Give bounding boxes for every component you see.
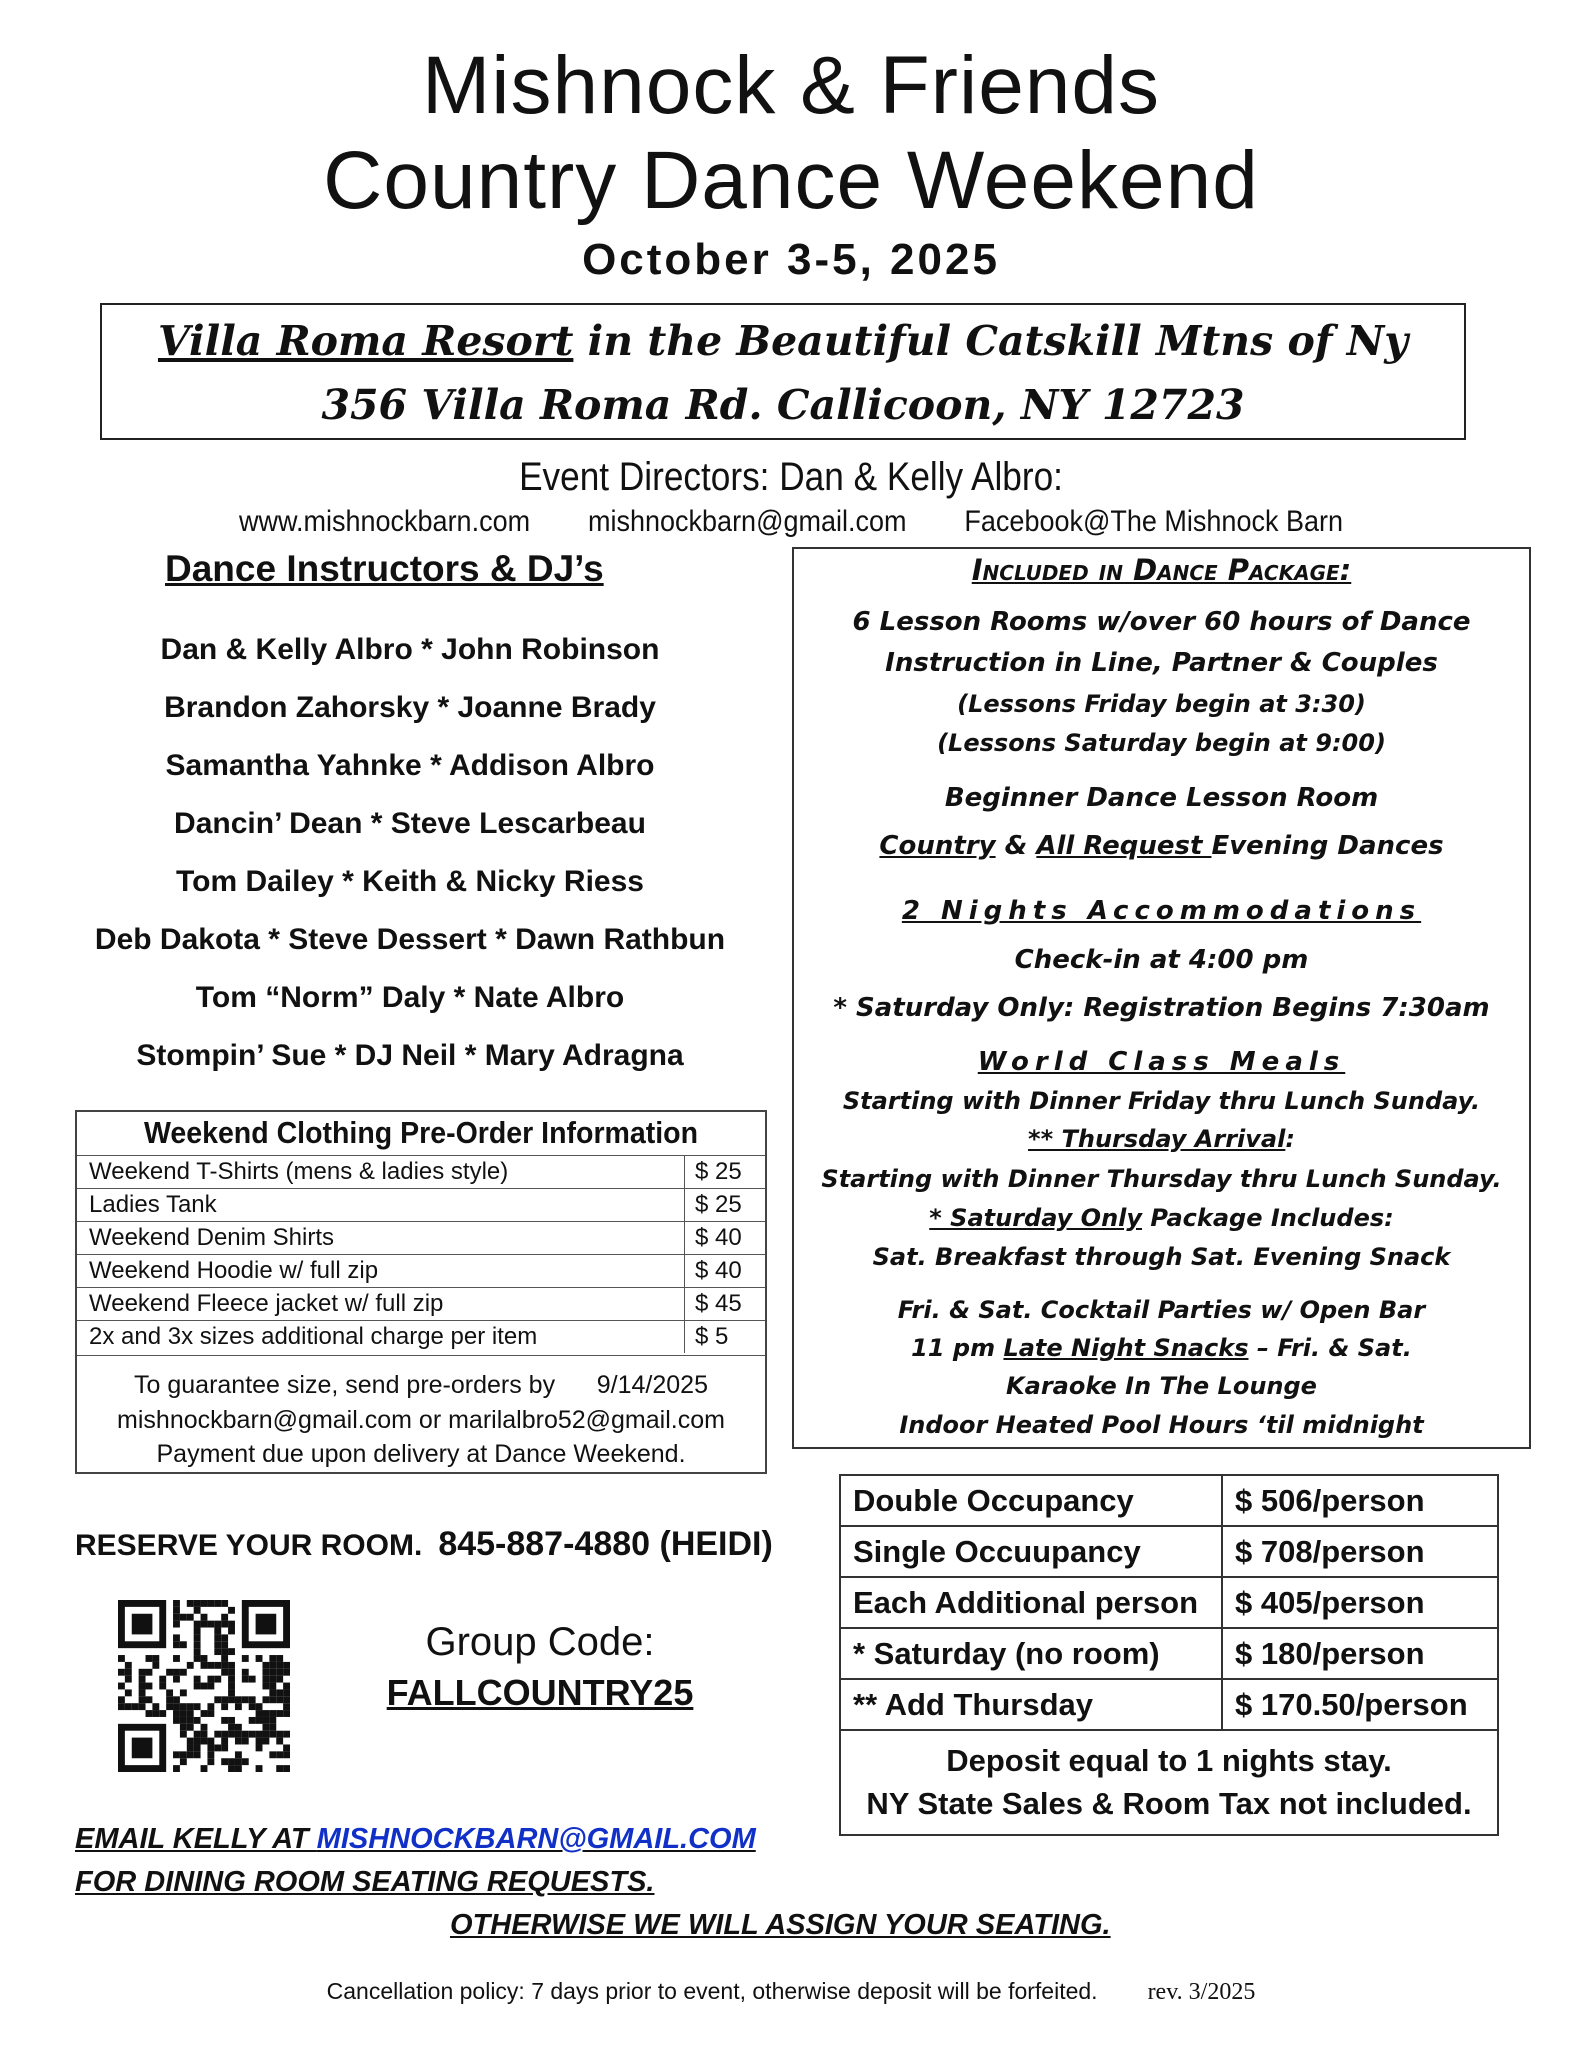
contact-line — [79, 505, 1503, 539]
contact-email[interactable]: mishnockbarn@gmail.com — [587, 505, 907, 538]
saturday-lessons: (Lessons Saturday begin at 9:00) — [937, 729, 1386, 757]
resort-description: in the Beautiful Catskill Mtns of Ny — [573, 317, 1409, 365]
item-name: Weekend Hoodie w/ full zip — [77, 1255, 685, 1288]
payment-note: Payment due upon delivery at Dance Weekend. — [156, 1440, 686, 1468]
saturday-registration: * Saturday Only: Registration Begins 7:30am — [833, 993, 1490, 1023]
price-value: $ 170.50/person — [1222, 1679, 1498, 1730]
instructor-line: Deb Dakota * Steve Dessert * Dawn Rathbun — [94, 923, 726, 956]
thursday-label: ** Thursday Arrival — [1028, 1125, 1286, 1153]
table-row — [77, 1255, 765, 1288]
saturday-package — [792, 1204, 1531, 1232]
clothing-table — [77, 1155, 765, 1353]
price-label: Single Occuupancy — [840, 1526, 1222, 1577]
lesson-rooms-line-2: Instruction in Line, Partner & Couples — [885, 648, 1438, 678]
group-code-label: Group Code: — [425, 1620, 655, 1664]
thursday-colon: : — [1285, 1125, 1295, 1153]
price-value: $ 506/person — [1222, 1475, 1498, 1526]
seating-email-line — [75, 1823, 756, 1856]
facebook-link[interactable]: Facebook@The Mishnock Barn — [964, 505, 1344, 538]
accommodations: 2 Nights Accommodations — [901, 896, 1422, 926]
item-price: $ 45 — [685, 1288, 766, 1321]
reserve-room — [75, 1525, 773, 1564]
resort-name: Villa Roma Resort — [157, 317, 574, 365]
table-row — [840, 1475, 1498, 1526]
item-name: Weekend T-Shirts (mens & ladies style) — [77, 1156, 685, 1189]
group-code-value: FALLCOUNTRY25 — [386, 1672, 694, 1713]
price-value: $ 405/person — [1222, 1577, 1498, 1628]
karaoke: Karaoke In The Lounge — [1006, 1372, 1317, 1400]
table-row — [77, 1321, 765, 1354]
price-label: Double Occupancy — [840, 1475, 1222, 1526]
thursday-arrival — [792, 1125, 1531, 1153]
price-value: $ 180/person — [1222, 1628, 1498, 1679]
table-row — [840, 1628, 1498, 1679]
table-row — [77, 1222, 765, 1255]
cocktail-parties: Fri. & Sat. Cocktail Parties w/ Open Bar — [897, 1296, 1426, 1324]
venue-box — [100, 303, 1466, 440]
seating-request-line: FOR DINING ROOM SEATING REQUESTS. — [75, 1866, 655, 1898]
deposit-text: Deposit equal to 1 nights stay. — [946, 1743, 1392, 1778]
clothing-title: Weekend Clothing Pre-Order Information — [143, 1115, 699, 1150]
saturday-only-label: * Saturday Only — [929, 1204, 1143, 1232]
reserve-label: RESERVE YOUR ROOM. — [75, 1529, 423, 1562]
item-price: $ 25 — [685, 1189, 766, 1222]
title-line-2: Country Dance Weekend — [323, 135, 1259, 226]
item-price: $ 5 — [685, 1321, 766, 1354]
price-label: * Saturday (no room) — [840, 1628, 1222, 1679]
item-name: 2x and 3x sizes additional charge per item — [77, 1321, 685, 1354]
instructor-line: Stompin’ Sue * DJ Neil * Mary Adragna — [136, 1039, 684, 1072]
venue-address: 356 Villa Roma Rd. Callicoon, NY 12723 — [321, 381, 1245, 429]
deposit-note — [840, 1730, 1498, 1835]
revision: rev. 3/2025 — [1147, 1979, 1256, 2005]
reserve-phone[interactable]: 845-887-4880 (HEIDI) — [438, 1525, 773, 1563]
event-directors: Event Directors: Dan & Kelly Albro: — [519, 455, 1063, 499]
instructor-line: Dancin’ Dean * Steve Lescarbeau — [174, 807, 646, 840]
instructor-line: Dan & Kelly Albro * John Robinson — [160, 633, 660, 666]
table-row — [840, 1730, 1498, 1835]
thursday-description: Starting with Dinner Thursday thru Lunch Sunday. — [821, 1165, 1502, 1193]
late-night-snacks — [792, 1334, 1531, 1362]
tax-text: NY State Sales & Room Tax not included. — [866, 1786, 1472, 1822]
instructor-line: Tom “Norm” Daly * Nate Albro — [195, 981, 625, 1014]
cancellation-policy — [0, 1978, 1582, 2006]
price-label: ** Add Thursday — [840, 1679, 1222, 1730]
snacks-label: Late Night Snacks — [1003, 1334, 1249, 1362]
all-request-label: All Request — [1036, 831, 1212, 861]
price-label: Each Additional person — [840, 1577, 1222, 1628]
country-label: Country — [879, 831, 996, 861]
preorder-emails: mishnockbarn@gmail.com or marilalbro52@gmail.com — [117, 1406, 725, 1434]
qr-code-icon[interactable] — [118, 1600, 290, 1772]
email-prefix: EMAIL KELLY AT — [75, 1823, 317, 1855]
item-price: $ 25 — [685, 1156, 766, 1189]
lesson-rooms-line-1: 6 Lesson Rooms w/over 60 hours of Dance — [852, 607, 1471, 637]
instructors-title: Dance Instructors & DJ’s — [165, 548, 604, 589]
cancellation-text: Cancellation policy: 7 days prior to event, otherwise deposit will be forfeited. — [326, 1978, 1098, 2004]
table-row — [840, 1526, 1498, 1577]
pool-hours: Indoor Heated Pool Hours ‘til midnight — [899, 1411, 1424, 1439]
table-row — [840, 1577, 1498, 1628]
instructor-line: Brandon Zahorsky * Joanne Brady — [164, 691, 656, 724]
friday-lessons: (Lessons Friday begin at 3:30) — [957, 690, 1366, 718]
and-text: & — [995, 831, 1037, 861]
package-title: Included in Dance Package: — [971, 553, 1352, 587]
venue-name-line — [102, 317, 1464, 365]
evening-dances — [792, 831, 1531, 861]
pricing-table — [839, 1474, 1499, 1836]
item-name: Ladies Tank — [77, 1189, 685, 1222]
price-value: $ 708/person — [1222, 1526, 1498, 1577]
preorder-deadline: To guarantee size, send pre-orders by 9/14/2025 — [134, 1371, 708, 1399]
meals-title: World Class Meals — [977, 1047, 1346, 1077]
beginner-room: Beginner Dance Lesson Room — [944, 783, 1379, 813]
kelly-email-link[interactable]: MISHNOCKBARN@GMAIL.COM — [316, 1823, 756, 1855]
clothing-divider — [77, 1355, 765, 1356]
snacks-time: 11 pm — [911, 1334, 1004, 1362]
saturday-package-tail: Package Includes: — [1142, 1204, 1394, 1232]
checkin-time: Check-in at 4:00 pm — [1014, 945, 1309, 975]
table-row — [77, 1189, 765, 1222]
meals-description: Starting with Dinner Friday thru Lunch Sunday. — [842, 1087, 1481, 1115]
saturday-description: Sat. Breakfast through Sat. Evening Snack — [872, 1243, 1451, 1271]
item-name: Weekend Denim Shirts — [77, 1222, 685, 1255]
seating-assign-line: OTHERWISE WE WILL ASSIGN YOUR SEATING. — [450, 1909, 1111, 1941]
table-row — [840, 1679, 1498, 1730]
evening-dances-tail: Evening Dances — [1211, 831, 1444, 861]
item-name: Weekend Fleece jacket w/ full zip — [77, 1288, 685, 1321]
table-row — [77, 1156, 765, 1189]
item-price: $ 40 — [685, 1222, 766, 1255]
title-line-1: Mishnock & Friends — [421, 40, 1161, 131]
item-price: $ 40 — [685, 1255, 766, 1288]
instructor-line: Tom Dailey * Keith & Nicky Riess — [176, 865, 644, 898]
table-row — [77, 1288, 765, 1321]
instructor-line: Samantha Yahnke * Addison Albro — [165, 749, 655, 782]
snacks-days: – Fri. & Sat. — [1248, 1334, 1412, 1362]
website-link[interactable]: www.mishnockbarn.com — [238, 505, 531, 538]
event-dates: October 3-5, 2025 — [582, 235, 1000, 284]
